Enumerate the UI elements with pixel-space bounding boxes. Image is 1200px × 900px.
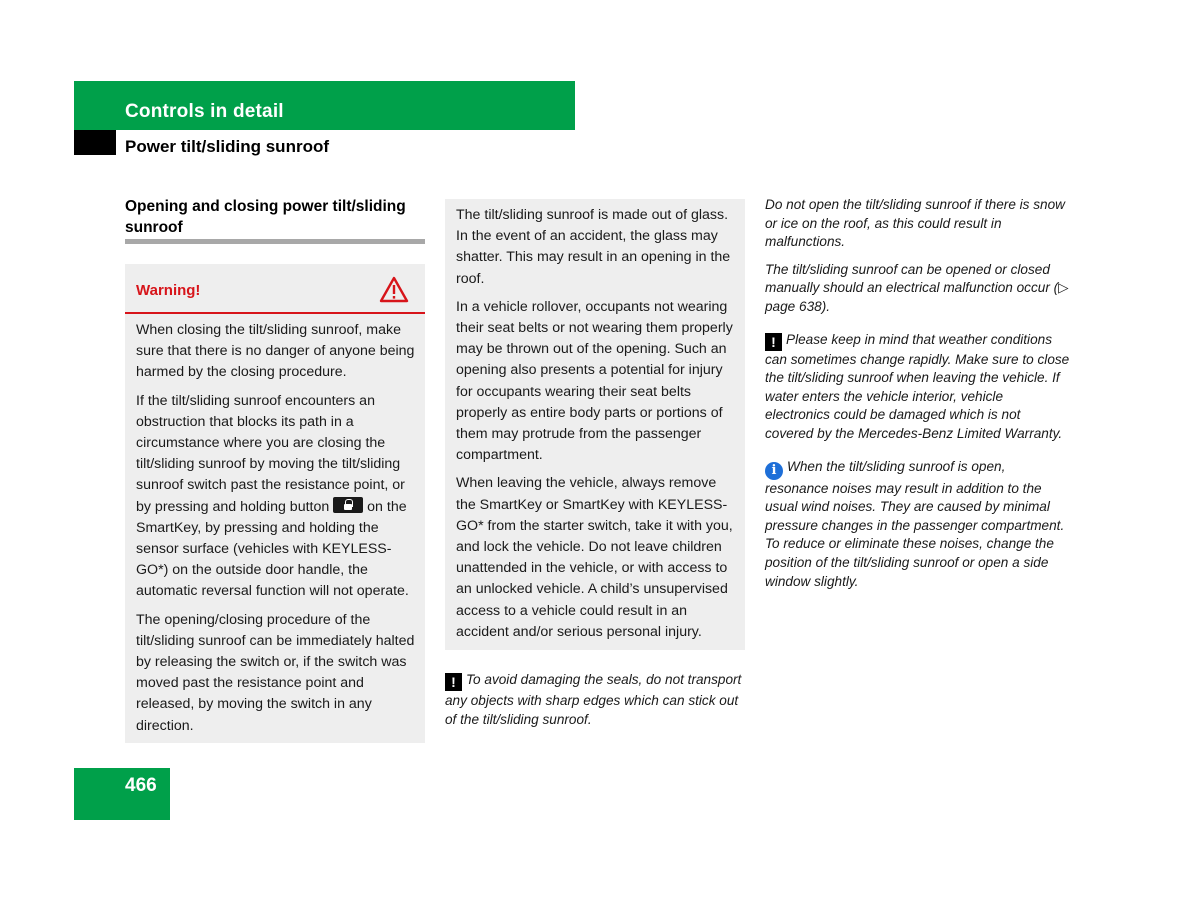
- warning-paragraph: When closing the tilt/sliding sunroof, make sure that there is no danger of anyone being harmed by the closing procedure.: [136, 322, 415, 381]
- section-marker: [74, 130, 116, 155]
- page-reference-text: page 638).: [765, 298, 831, 314]
- warning-paragraph: [136, 391, 418, 603]
- warning-triangle-icon: [379, 276, 409, 303]
- warning-text: on the SmartKey, by pressing and holding the sensor surface (vehicles with KEYLESS-GO*) on the outside door handle, the automatic reversal function will not operate.: [136, 498, 409, 600]
- warning-text: If the tilt/sliding sunroof encounters an obstruction that blocks its path in a circumstance where you are closing the tilt/sliding sunroof by moving the tilt/sliding sunroof switch past the resistance point, or by pressing and holding button: [136, 392, 405, 515]
- note-text: Please keep in mind that weather conditions can sometimes change rapidly. Make sure to close the tilt/sliding sunroof when leaving the vehicle. If water enters the vehicle interior, vehicle electronics could be damaged which is not covered by the Mercedes-Benz Limited Warranty.: [765, 331, 1070, 441]
- warning-body: [136, 320, 418, 744]
- warning-title: Warning!: [136, 282, 201, 299]
- warning-rule: [125, 312, 425, 314]
- exclamation-icon: !: [765, 333, 782, 351]
- info-paragraph: The tilt/sliding sunroof is made out of glass. In the event of an accident, the glass may shatter. This may result in an opening in the roof.: [456, 207, 731, 287]
- paragraph-text: The tilt/sliding sunroof can be opened or closed manually should an electrical malfunction occur (: [765, 261, 1059, 296]
- warning-paragraph: The opening/closing procedure of the tilt/sliding sunroof can be immediately halted by releasing the switch or, if the switch was moved past the resistance point and released, by moving the switch in any direction.: [136, 611, 415, 734]
- info-text: When the tilt/sliding sunroof is open, resonance noises may result in addition to the usual wind noises. They are caused by minimal pressure changes in the passenger compartment. To reduce or eliminate these noises, change the position of the tilt/sliding sunroof or open a side window slightly.: [765, 458, 1065, 589]
- glass-info-body: [456, 205, 738, 650]
- seal-note: [445, 670, 745, 729]
- heading-rule: [125, 239, 425, 244]
- page-number: 466: [125, 775, 157, 796]
- chapter-title: Controls in detail: [125, 101, 284, 122]
- right-column: [765, 196, 1070, 600]
- note-text: To avoid damaging the seals, do not transport any objects with sharp edges which can stick out of the tilt/sliding sunroof.: [445, 672, 742, 727]
- subsection-heading: Opening and closing power tilt/sliding sunroof: [125, 198, 406, 236]
- paragraph: [765, 261, 1070, 317]
- glass-info-box: [445, 199, 745, 650]
- info-icon: i: [765, 462, 783, 480]
- resonance-info: [765, 458, 1070, 592]
- info-paragraph: In a vehicle rollover, occupants not wearing their seat belts or not wearing them properly may be thrown out of the opening. Such an opening also presents a potential for injury for occupants wearing their seat belts properly as entire body parts or portions of them may protrude from the passenger compartment.: [456, 298, 733, 464]
- exclamation-icon: !: [445, 673, 462, 691]
- lock-button-icon: [333, 497, 363, 513]
- section-title: Power tilt/sliding sunroof: [125, 137, 329, 156]
- weather-note: [765, 331, 1070, 444]
- paragraph: Do not open the tilt/sliding sunroof if there is snow or ice on the roof, as this could result in malfunctions.: [765, 197, 1065, 250]
- warning-box: [125, 264, 425, 743]
- info-paragraph: When leaving the vehicle, always remove the SmartKey or SmartKey with KEYLESS-GO* from the starter switch, take it with you, and lock the vehicle. Do not leave children unattended in the vehicle, or with access to an unlocked vehicle. A child’s unsupervised access to a vehicle could result in an accident and/or serious personal injury.: [456, 475, 733, 640]
- page-reference-arrow-icon: ▷: [1058, 280, 1069, 296]
